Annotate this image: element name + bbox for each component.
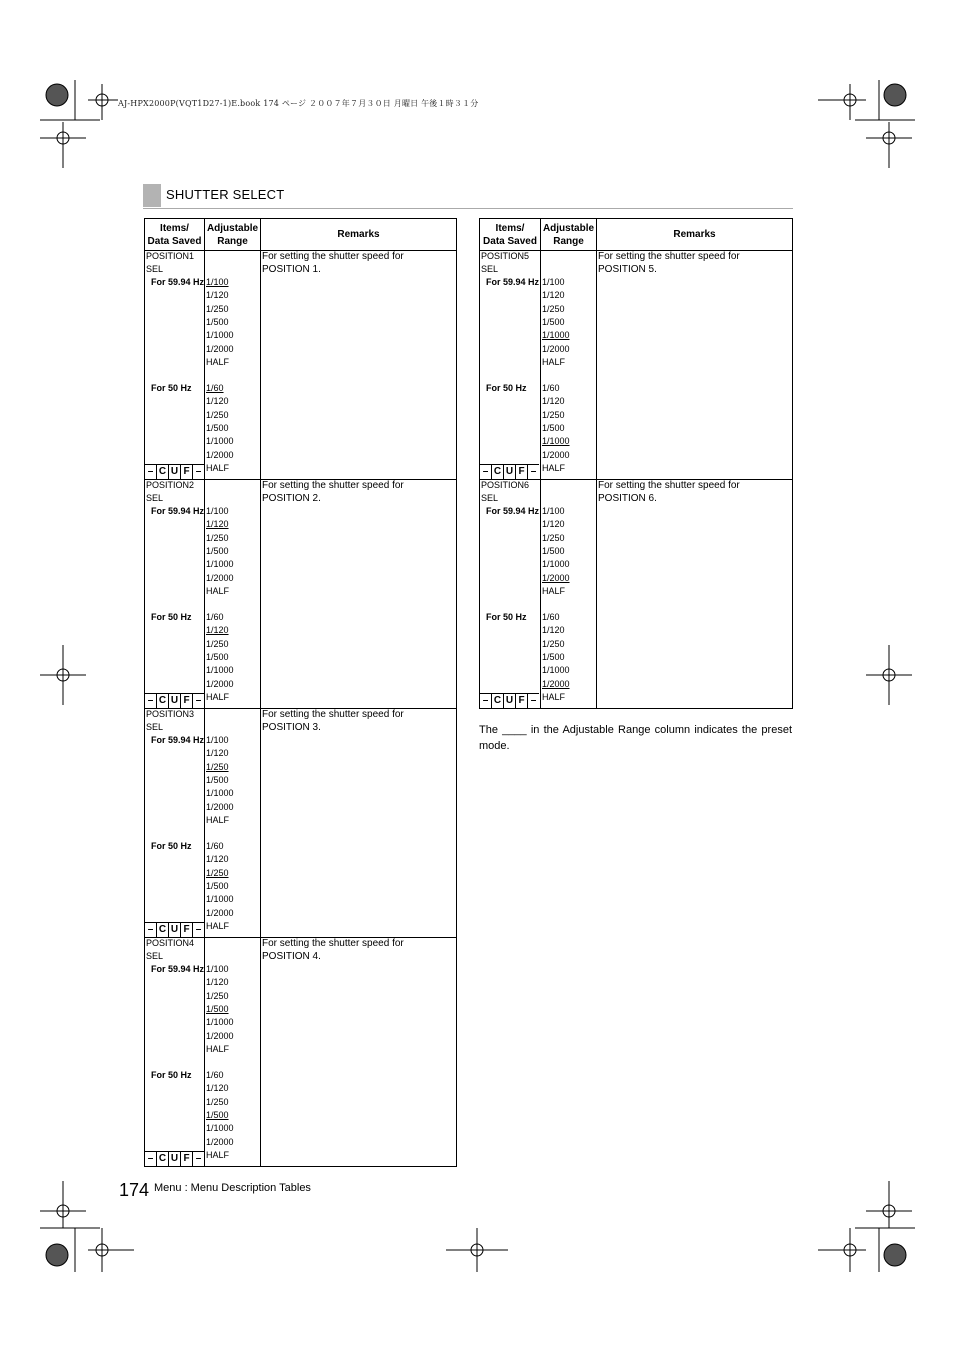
range-value-5994: 1/120 — [206, 290, 229, 301]
range-value-50: HALF — [542, 691, 566, 702]
freq-label-50: For 50 Hz — [151, 1070, 192, 1080]
range-value-50: 1/500 — [206, 422, 229, 433]
remarks-cell — [597, 251, 793, 480]
range-value-5994: 1/250 — [542, 303, 565, 314]
range-cell — [541, 251, 597, 480]
range-value-50: 1/2000 — [542, 449, 570, 460]
range-value-50: 1/500 — [542, 651, 565, 662]
range-value-5994: 1/500 — [206, 316, 229, 327]
data-saved-flags — [145, 693, 204, 708]
data-saved-flag: – — [147, 1153, 154, 1164]
remarks-cell — [261, 251, 457, 480]
range-value-50: 1/2000 — [542, 678, 570, 689]
data-saved-flag: F — [180, 694, 192, 708]
data-saved-flag: U — [168, 923, 180, 937]
range-value-50: 1/120 — [206, 1083, 229, 1094]
item-sel: SEL — [481, 493, 499, 503]
header-remarks: Remarks — [261, 219, 457, 251]
item-name: POSITION3 — [146, 709, 195, 719]
data-saved-flag: F — [515, 694, 527, 708]
section-header — [143, 184, 793, 209]
freq-label-50: For 50 Hz — [486, 383, 527, 393]
range-value-5994: 1/120 — [206, 748, 229, 759]
freq-label-5994: For 59.94 Hz — [151, 735, 205, 745]
range-value-50: 1/60 — [542, 612, 560, 622]
freq-label-5994: For 59.94 Hz — [151, 506, 205, 516]
range-value-5994: 1/1000 — [206, 1017, 234, 1028]
range-cell — [541, 480, 597, 709]
range-value-50: HALF — [206, 691, 230, 702]
data-saved-flag: C — [156, 923, 168, 937]
range-value-50: 1/2000 — [206, 449, 234, 460]
range-value-50: HALF — [542, 462, 566, 473]
items-cell — [145, 709, 205, 938]
items-cell — [480, 251, 541, 480]
remark-text: For setting the shutter speed for POSITION 5. — [598, 251, 740, 275]
range-value-5994: 1/250 — [542, 532, 565, 543]
data-saved-flag: – — [192, 1152, 204, 1166]
range-value-5994: 1/100 — [542, 277, 565, 287]
table-row — [145, 709, 457, 938]
range-value-50: 1/250 — [206, 867, 229, 878]
table-header-row — [480, 219, 793, 251]
range-cell — [205, 251, 261, 480]
range-value-50: 1/500 — [206, 1109, 229, 1120]
page-number: 174 — [119, 1180, 150, 1200]
range-value-5994: 1/500 — [542, 316, 565, 327]
range-value-5994: HALF — [542, 356, 566, 367]
remark-text: For setting the shutter speed for POSITION 1. — [262, 251, 404, 275]
footer-text: Menu : Menu Description Tables — [154, 1182, 311, 1194]
freq-label-50: For 50 Hz — [151, 841, 192, 851]
range-value-50: 1/250 — [542, 638, 565, 649]
range-cell — [205, 709, 261, 938]
range-value-50: 1/250 — [542, 409, 565, 420]
items-cell — [145, 480, 205, 709]
range-value-5994: 1/100 — [206, 964, 229, 974]
freq-label-50: For 50 Hz — [151, 383, 192, 393]
range-value-5994: 1/1000 — [206, 559, 234, 570]
header-range: Adjustable Range — [205, 219, 261, 251]
range-value-50: 1/250 — [206, 638, 229, 649]
range-value-50: 1/500 — [542, 422, 565, 433]
data-saved-flag: F — [180, 1152, 192, 1166]
range-value-50: 1/60 — [206, 841, 224, 851]
item-sel: SEL — [146, 264, 164, 274]
range-value-5994: 1/250 — [206, 990, 229, 1001]
item-name: POSITION4 — [146, 938, 195, 948]
reg-target-bl — [46, 1244, 68, 1266]
range-value-5994: 1/100 — [206, 277, 229, 287]
range-value-5994: 1/100 — [206, 506, 229, 516]
range-value-50: 1/1000 — [206, 894, 234, 905]
table-row — [480, 251, 793, 480]
data-saved-flag: U — [503, 694, 515, 708]
preset-note: The ____ in the Adjustable Range column indicates the preset mode. — [479, 724, 792, 752]
range-value-50: 1/120 — [206, 854, 229, 865]
reg-target-br — [884, 1244, 906, 1266]
data-saved-flag: F — [515, 465, 527, 479]
item-sel: SEL — [481, 264, 499, 274]
section-marker — [143, 184, 161, 207]
item-name: POSITION6 — [481, 480, 530, 490]
remark-text: For setting the shutter speed for POSITION 3. — [262, 709, 404, 733]
header-items: Items/ Data Saved — [145, 219, 205, 251]
range-value-50: 1/500 — [206, 880, 229, 891]
data-saved-flag: – — [482, 695, 489, 706]
data-saved-flag: – — [527, 694, 539, 708]
range-value-50: HALF — [206, 1149, 230, 1160]
range-value-5994: 1/2000 — [206, 801, 234, 812]
range-value-5994: 1/120 — [206, 977, 229, 988]
data-saved-flag: C — [491, 694, 503, 708]
range-value-5994: 1/2000 — [542, 343, 570, 354]
range-value-50: 1/2000 — [206, 1136, 234, 1147]
shutter-table-left — [144, 218, 457, 1167]
data-saved-flag: F — [180, 465, 192, 479]
item-name: POSITION1 — [146, 251, 195, 261]
range-value-5994: HALF — [206, 814, 230, 825]
item-sel: SEL — [146, 951, 164, 961]
range-value-50: HALF — [206, 920, 230, 931]
range-value-5994: 1/500 — [542, 545, 565, 556]
range-value-5994: HALF — [542, 585, 566, 596]
range-value-5994: HALF — [206, 585, 230, 596]
remark-text: For setting the shutter speed for POSITION 2. — [262, 480, 404, 504]
range-value-50: 1/2000 — [206, 678, 234, 689]
item-sel: SEL — [146, 493, 164, 503]
range-value-5994: 1/120 — [542, 290, 565, 301]
range-value-50: 1/2000 — [206, 907, 234, 918]
table-row — [145, 938, 457, 1167]
range-value-5994: 1/1000 — [542, 559, 570, 570]
table-row — [480, 480, 793, 709]
range-value-50: HALF — [206, 462, 230, 473]
range-value-5994: 1/1000 — [206, 788, 234, 799]
table-row — [145, 480, 457, 709]
data-saved-flag: – — [192, 923, 204, 937]
range-value-5994: 1/500 — [206, 545, 229, 556]
freq-label-50: For 50 Hz — [151, 612, 192, 622]
range-cell — [205, 938, 261, 1167]
range-value-50: 1/120 — [206, 396, 229, 407]
data-saved-flag: C — [156, 694, 168, 708]
data-saved-flags — [145, 922, 204, 937]
data-saved-flag: – — [147, 466, 154, 477]
range-value-50: 1/60 — [206, 383, 224, 393]
data-saved-flag: – — [192, 465, 204, 479]
range-value-5994: 1/2000 — [542, 572, 570, 583]
range-value-50: 1/250 — [206, 1096, 229, 1107]
remark-text: For setting the shutter speed for POSITION 4. — [262, 938, 404, 962]
data-saved-flags — [480, 464, 539, 479]
data-saved-flag: – — [147, 924, 154, 935]
range-value-50: 1/1000 — [206, 436, 234, 447]
remarks-cell — [261, 938, 457, 1167]
range-value-50: 1/1000 — [542, 436, 570, 447]
data-saved-flag: – — [147, 695, 154, 706]
range-value-5994: 1/1000 — [542, 330, 570, 341]
range-value-5994: 1/500 — [206, 1003, 229, 1014]
freq-label-5994: For 59.94 Hz — [486, 506, 540, 516]
range-value-5994: 1/2000 — [206, 572, 234, 583]
item-name: POSITION2 — [146, 480, 195, 490]
range-value-50: 1/120 — [542, 396, 565, 407]
range-value-50: 1/120 — [206, 625, 229, 636]
header-range: Adjustable Range — [541, 219, 597, 251]
range-value-5994: 1/250 — [206, 761, 229, 772]
remarks-cell — [261, 480, 457, 709]
items-cell — [145, 938, 205, 1167]
data-saved-flag: C — [491, 465, 503, 479]
data-saved-flags — [480, 693, 539, 708]
shutter-table-right — [479, 218, 793, 709]
range-value-5994: 1/500 — [206, 774, 229, 785]
data-saved-flags — [145, 464, 204, 479]
header-remarks: Remarks — [597, 219, 793, 251]
range-value-5994: HALF — [206, 1043, 230, 1054]
range-value-5994: 1/120 — [542, 519, 565, 530]
header-items: Items/ Data Saved — [480, 219, 541, 251]
range-value-50: 1/250 — [206, 409, 229, 420]
section-title: SHUTTER SELECT — [166, 187, 285, 202]
remarks-cell — [597, 480, 793, 709]
range-cell — [205, 480, 261, 709]
data-saved-flag: F — [180, 923, 192, 937]
range-value-5994: 1/2000 — [206, 1030, 234, 1041]
data-saved-flags — [145, 1151, 204, 1166]
range-value-50: 1/60 — [542, 383, 560, 393]
items-cell — [145, 251, 205, 480]
data-saved-flag: – — [192, 694, 204, 708]
remarks-cell — [261, 709, 457, 938]
freq-label-50: For 50 Hz — [486, 612, 527, 622]
table-row — [145, 251, 457, 480]
reg-target-tr — [884, 84, 906, 106]
data-saved-flag: U — [503, 465, 515, 479]
range-value-50: 1/1000 — [206, 1123, 234, 1134]
print-header: AJ-HPX2000P(VQT1D27-1)E.book 174 ページ ２００７年７月３０日 月曜日 午後１時３１分 — [118, 99, 479, 108]
freq-label-5994: For 59.94 Hz — [151, 277, 205, 287]
range-value-50: 1/120 — [542, 625, 565, 636]
range-value-5994: 1/100 — [206, 735, 229, 745]
range-value-5994: 1/1000 — [206, 330, 234, 341]
item-name: POSITION5 — [481, 251, 530, 261]
reg-target-tl — [46, 84, 68, 106]
data-saved-flag: U — [168, 694, 180, 708]
data-saved-flag: – — [527, 465, 539, 479]
data-saved-flag: U — [168, 1152, 180, 1166]
item-sel: SEL — [146, 722, 164, 732]
data-saved-flag: C — [156, 1152, 168, 1166]
freq-label-5994: For 59.94 Hz — [151, 964, 205, 974]
range-value-50: 1/1000 — [542, 665, 570, 676]
range-value-5994: 1/120 — [206, 519, 229, 530]
range-value-5994: 1/250 — [206, 303, 229, 314]
freq-label-5994: For 59.94 Hz — [486, 277, 540, 287]
table-header-row — [145, 219, 457, 251]
range-value-5994: 1/2000 — [206, 343, 234, 354]
range-value-5994: 1/250 — [206, 532, 229, 543]
items-cell — [480, 480, 541, 709]
range-value-5994: 1/100 — [542, 506, 565, 516]
remark-text: For setting the shutter speed for POSITION 6. — [598, 480, 740, 504]
data-saved-flag: U — [168, 465, 180, 479]
data-saved-flag: – — [482, 466, 489, 477]
range-value-5994: HALF — [206, 356, 230, 367]
range-value-50: 1/60 — [206, 1070, 224, 1080]
range-value-50: 1/60 — [206, 612, 224, 622]
data-saved-flag: C — [156, 465, 168, 479]
range-value-50: 1/1000 — [206, 665, 234, 676]
range-value-50: 1/500 — [206, 651, 229, 662]
